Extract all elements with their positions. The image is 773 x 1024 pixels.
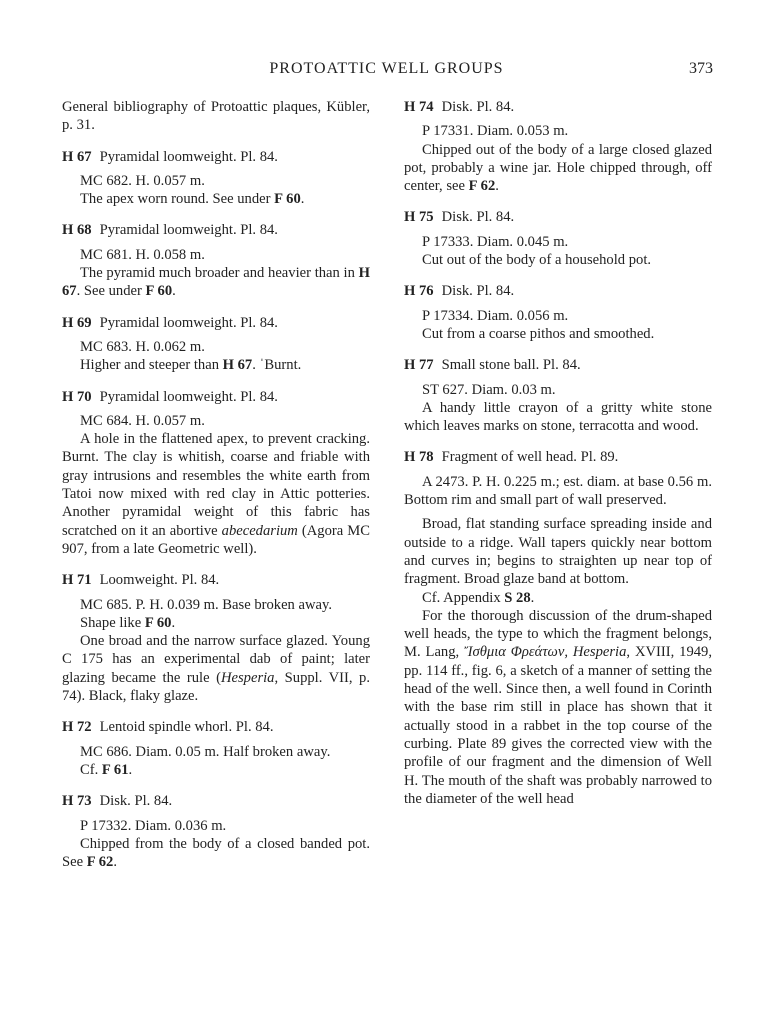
- entry-description: The apex worn round. See under F 60.: [80, 191, 305, 208]
- entry-cf: Cf. F 61.: [80, 761, 133, 778]
- entry-title: Small stone ball. Pl. 84.: [441, 357, 581, 374]
- entry-shape-note: Shape like F 60.: [80, 614, 176, 631]
- entry-id: H 78: [404, 449, 434, 466]
- entry-heading: [404, 356, 712, 374]
- entry-meta: P 17333. Diam. 0.045 m.: [422, 233, 569, 250]
- entry-meta: MC 683. H. 0.062 m.: [80, 338, 205, 355]
- entry-description: A hole in the flattened apex, to prevent cracking. Burnt. The clay is whitish, coarse and friable with gray intrusions and resembles the white earth from Tatoi now mixed with red clay in Attic potteries. Another pyramidal weight of this fabric has scratched on it an abortive abecedarium (Agora MC 907, from a late Geometric well).: [62, 431, 370, 557]
- entry-title: Disk. Pl. 84.: [441, 99, 515, 115]
- cross-reference: F 62: [468, 178, 496, 195]
- cross-reference: F 61: [101, 761, 129, 778]
- entry-heading: [404, 98, 712, 116]
- entry-title: Disk. Pl. 84.: [441, 209, 515, 226]
- catalog-entry-h71: [62, 571, 370, 705]
- entry-heading: [62, 221, 370, 239]
- entry-heading: [404, 208, 712, 226]
- entry-description: Chipped from the body of a closed banded pot. See F 62.: [62, 835, 370, 871]
- entry-title: Disk. Pl. 84.: [441, 283, 515, 300]
- entry-id: H 75: [404, 209, 434, 226]
- catalog-entry-h77: [404, 356, 712, 435]
- catalog-entry-h69: [62, 314, 370, 375]
- entry-meta: MC 684. H. 0.057 m.: [80, 412, 205, 429]
- entry-description: One broad and the narrow surface glazed. Young C 175 has an experimental dab of paint; later glazing became the rule (Hesperia, Suppl. VII, p. 74). Black, flaky glaze.: [62, 633, 370, 705]
- entry-heading: [62, 571, 370, 589]
- entry-id: H 70: [62, 388, 92, 405]
- entry-id: H 69: [62, 314, 92, 331]
- entry-meta: MC 685. P. H. 0.039 m. Base broken away.: [80, 596, 332, 613]
- entry-id: H 68: [62, 222, 92, 239]
- entry-heading: [62, 314, 370, 332]
- entry-meta: P 17332. Diam. 0.036 m.: [80, 817, 227, 834]
- cross-reference: H 67: [62, 265, 370, 300]
- cross-reference: F 60: [145, 283, 173, 300]
- entry-title: Lentoid spindle whorl. Pl. 84.: [99, 719, 274, 736]
- cross-reference: F 60: [144, 614, 172, 631]
- entry-description: Cut out of the body of a household pot.: [422, 252, 652, 269]
- entry-heading: [62, 718, 370, 736]
- entry-id: H 67: [62, 148, 92, 165]
- catalog-entry-h78: [404, 448, 712, 808]
- entry-description: Broad, flat standing surface spreading inside and outside to a ridge. Wall tapers quickly near bottom and curves in; begins to straighten up near top of fragment. Broad glaze band at bottom.: [404, 516, 712, 588]
- entry-description: The pyramid much broader and heavier than in H 67. See under F 60.: [62, 265, 370, 300]
- cross-reference: H 67: [222, 357, 253, 374]
- entry-heading: [62, 148, 370, 166]
- italic-journal: Hesperia: [220, 669, 275, 686]
- entry-heading: [62, 388, 370, 406]
- entry-heading: [404, 448, 712, 466]
- catalog-entry-h70: [62, 388, 370, 559]
- entry-meta: ST 627. Diam. 0.03 m.: [422, 381, 556, 398]
- catalog-entry-h72: [62, 718, 370, 779]
- italic-term: abecedarium: [221, 522, 298, 539]
- entry-id: H 77: [404, 357, 434, 374]
- bibliography-note: General bibliography of Protoattic plaques, Kübler, p. 31.: [62, 99, 370, 134]
- entry-meta: MC 681. H. 0.058 m.: [80, 246, 205, 263]
- entry-description: A handy little crayon of a gritty white stone which leaves marks on stone, terracotta and wood.: [404, 399, 712, 435]
- catalog-entry-h68: [62, 221, 370, 300]
- running-title: PROTOATTIC WELL GROUPS: [269, 60, 504, 77]
- catalog-entry-h67: [62, 148, 370, 209]
- entry-description: Chipped out of the body of a large closed glazed pot, probably a wine jar. Hole chipped through, off center, see F 62.: [404, 141, 712, 195]
- entry-description: Higher and steeper than H 67. ˈBurnt.: [80, 357, 302, 374]
- entry-meta: MC 686. Diam. 0.05 m. Half broken away.: [80, 743, 331, 760]
- entry-description: Cut from a coarse pithos and smoothed.: [422, 325, 655, 342]
- entry-meta: P 17334. Diam. 0.056 m.: [422, 307, 569, 324]
- catalog-entry-h76: [404, 282, 712, 343]
- left-column: [62, 98, 370, 884]
- entry-meta: MC 682. H. 0.057 m.: [80, 172, 205, 189]
- cross-reference: S 28: [504, 589, 531, 606]
- page-number: 373: [689, 60, 713, 77]
- entry-title: Fragment of well head. Pl. 89.: [441, 449, 619, 466]
- entry-cf: Cf. Appendix S 28.: [422, 589, 535, 606]
- entry-id: H 71: [62, 572, 92, 589]
- entry-id: H 73: [62, 793, 92, 810]
- entry-title: Pyramidal loomweight. Pl. 84.: [99, 388, 278, 405]
- entry-heading: [404, 282, 712, 300]
- page-header: [60, 60, 713, 84]
- cross-reference: F 60: [274, 191, 301, 208]
- entry-id: H 76: [404, 283, 434, 300]
- catalog-entry-h75: [404, 208, 712, 269]
- cross-reference: F 62: [86, 854, 114, 871]
- catalog-entry-h74: [404, 98, 712, 195]
- entry-discussion: For the thorough discussion of the drum-shaped well heads, the type to which the fragment belongs, M. Lang, Ἴσθμια Φρεάτων, Hesperia, XVIII, 1949, pp. 114 ff., fig. 6, a sketch of a manner of setting the head of the well. Since then, a well found in Corinth with the base rim still in place has shown that it actually stood in a rabbet in the top course of the curbing. Plate 89 gives the corrected view with the profile of our fragment and the dimension of Well H. The mouth of the shaft was probably narrowed to the diameter of the well head: [404, 607, 713, 807]
- entry-title: Pyramidal loomweight. Pl. 84.: [99, 314, 278, 331]
- entry-heading: [62, 792, 370, 810]
- entry-title: Pyramidal loomweight. Pl. 84.: [99, 148, 278, 165]
- right-column: [404, 98, 712, 821]
- entry-id: H 74: [404, 99, 434, 115]
- italic-greek-title: Ἴσθμια Φρεάτων, Hesperia: [464, 644, 627, 661]
- catalog-entry-h73: [62, 792, 370, 871]
- entry-title: Disk. Pl. 84.: [99, 793, 173, 810]
- entry-meta: P 17331. Diam. 0.053 m.: [422, 123, 569, 140]
- entry-meta: A 2473. P. H. 0.225 m.; est. diam. at base 0.56 m. Bottom rim and small part of wall preserved.: [404, 473, 712, 509]
- entry-title: Pyramidal loomweight. Pl. 84.: [99, 222, 278, 239]
- entry-title: Loomweight. Pl. 84.: [99, 572, 220, 589]
- entry-id: H 72: [62, 719, 92, 736]
